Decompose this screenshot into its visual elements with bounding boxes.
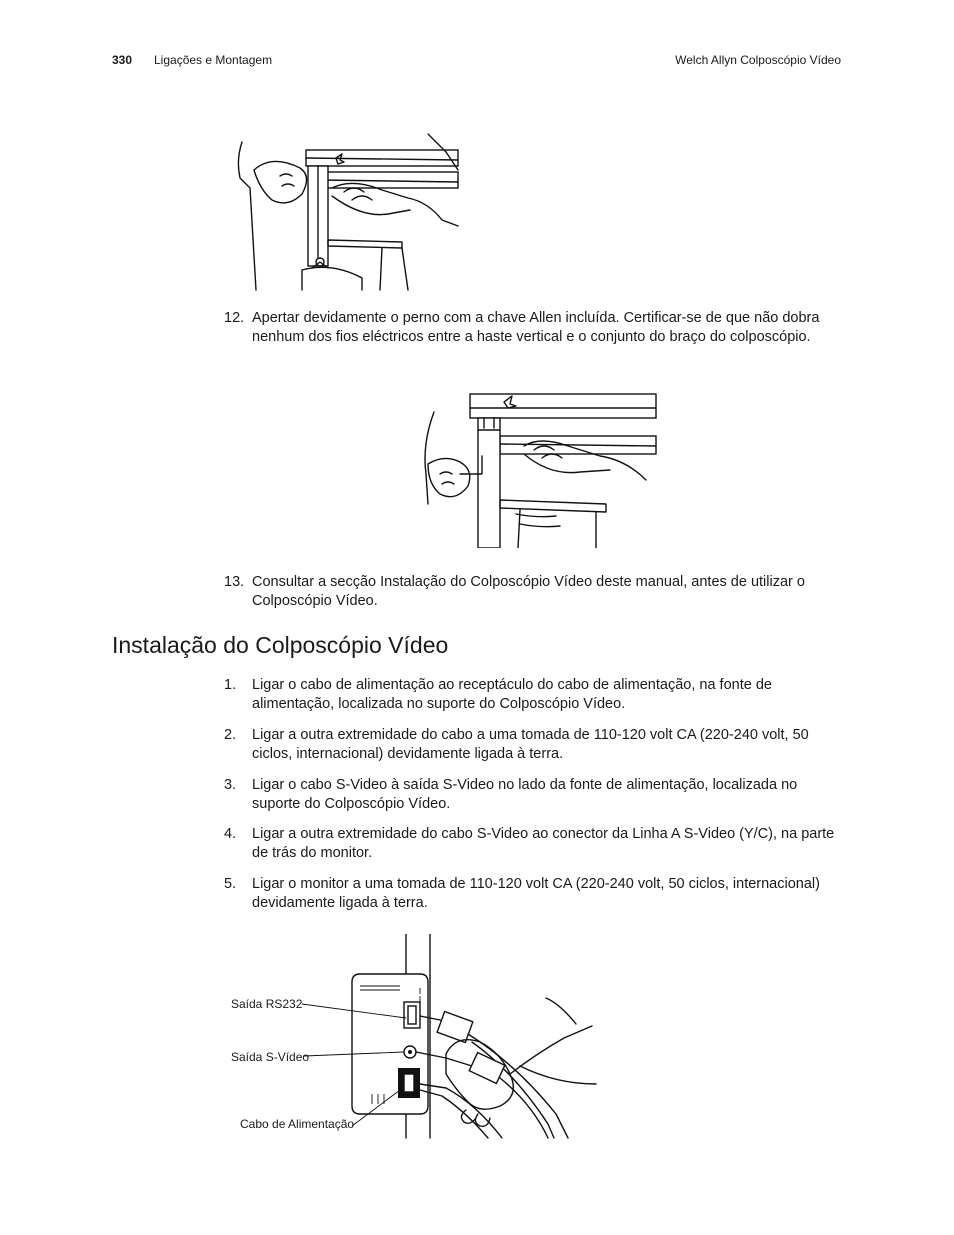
step-text: Ligar o cabo S-Video à saída S-Video no lado da fonte de alimentação, localizada no suporte do Colposcópio Vídeo. bbox=[252, 777, 798, 812]
callout-rs232-output: Saída RS232 bbox=[231, 997, 303, 1011]
step-number: 3. bbox=[224, 777, 237, 793]
callout-svideo-output: Saída S-Vídeo bbox=[231, 1050, 310, 1064]
step-text: Ligar o cabo de alimentação ao receptáculo do cabo de alimentação, na fonte de alimentação, localizada no suporte do Colposcópio Vídeo. bbox=[252, 677, 772, 712]
page-number: 330 bbox=[112, 53, 133, 67]
figure-allen-key-tightening bbox=[420, 384, 658, 548]
step-text: Ligar a outra extremidade do cabo S-Video ao conector da Linha A S-Video (Y/C), na parte de trás do monitor. bbox=[252, 826, 835, 861]
section-heading: Instalação do Colposcópio Vídeo bbox=[112, 632, 449, 658]
step-text: Consultar a secção Instalação do Colposcópio Vídeo deste manual, antes de utilizar o Colposcópio Vídeo. bbox=[252, 574, 805, 609]
step-number: 1. bbox=[224, 677, 237, 693]
step-text: Ligar a outra extremidade do cabo a uma tomada de 110-120 volt CA (220-240 volt, 50 ciclos, internacional) devidamente ligada à terra. bbox=[252, 727, 809, 762]
step-number: 12. bbox=[224, 310, 245, 326]
running-header-product: Welch Allyn Colposcópio Vídeo bbox=[675, 53, 841, 67]
step-text: Apertar devidamente o perno com a chave Allen incluída. Certificar-se de que não dobra nenhum dos fios eléctricos entre a haste vertical e o conjunto do braço do colposcópio. bbox=[252, 310, 820, 345]
step-number: 5. bbox=[224, 876, 237, 892]
step-number: 13. bbox=[224, 574, 245, 590]
step-number: 2. bbox=[224, 727, 237, 743]
callout-power-cable: Cabo de Alimentação bbox=[240, 1117, 355, 1131]
figure-arm-alignment bbox=[232, 130, 460, 292]
figure-power-supply-connections bbox=[296, 934, 606, 1140]
running-header-section: Ligações e Montagem bbox=[154, 53, 273, 67]
step-text: Ligar o monitor a uma tomada de 110-120 volt CA (220-240 volt, 50 ciclos, internacional) devidamente ligada à terra. bbox=[252, 876, 820, 911]
step-number: 4. bbox=[224, 826, 237, 842]
